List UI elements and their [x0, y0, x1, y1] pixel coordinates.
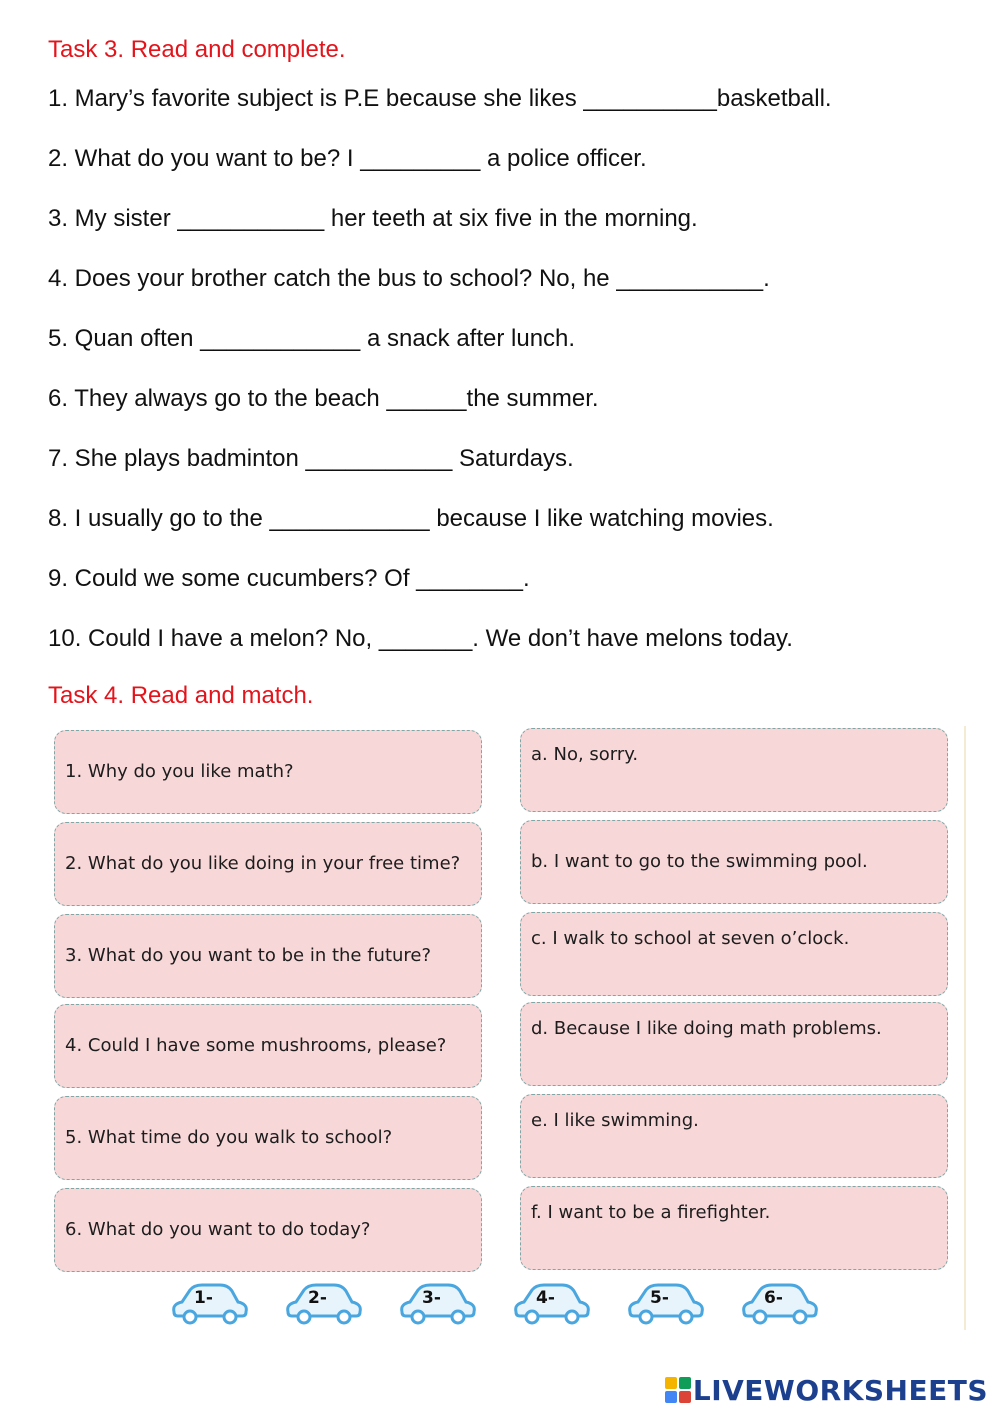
- answer-car-row: [168, 1282, 828, 1330]
- question-card-1: 1. Why do you like math?: [54, 730, 482, 814]
- answer-card-f: f. I want to be a firefighter.: [520, 1186, 948, 1270]
- sentence-5: 5. Quan often ____________ a snack after lunch.: [48, 325, 576, 352]
- answer-car-4[interactable]: [510, 1282, 592, 1326]
- car-label-6: 6-: [764, 1288, 783, 1308]
- answer-car-5[interactable]: [624, 1282, 706, 1326]
- answer-card-a: a. No, sorry.: [520, 728, 948, 812]
- sentence-6: 6. They always go to the beach ______the summer.: [48, 385, 599, 412]
- answer-card-c: c. I walk to school at seven o’clock.: [520, 912, 948, 996]
- car-label-3: 3-: [422, 1288, 441, 1308]
- answer-card-e: e. I like swimming.: [520, 1094, 948, 1178]
- car-label-4: 4-: [536, 1288, 555, 1308]
- sentence-1: 1. Mary’s favorite subject is P.E because she likes __________basketball.: [48, 85, 832, 112]
- sentence-8: 8. I usually go to the ____________ because I like watching movies.: [48, 505, 774, 532]
- sentence-10: 10. Could I have a melon? No, _______. We don’t have melons today.: [48, 625, 793, 652]
- car-label-1: 1-: [194, 1288, 213, 1308]
- sentence-9: 9. Could we some cucumbers? Of ________.: [48, 565, 530, 592]
- answer-car-3[interactable]: [396, 1282, 478, 1326]
- answer-car-2[interactable]: [282, 1282, 364, 1326]
- car-label-2: 2-: [308, 1288, 327, 1308]
- sentence-7: 7. She plays badminton ___________ Saturdays.: [48, 445, 574, 472]
- sentence-3: 3. My sister ___________ her teeth at six five in the morning.: [48, 205, 698, 232]
- task3-title: Task 3. Read and complete.: [48, 36, 346, 63]
- match-area: [48, 726, 966, 1330]
- question-card-3: 3. What do you want to be in the future?: [54, 914, 482, 998]
- liveworksheets-logo-icon: [665, 1377, 691, 1403]
- sentence-2: 2. What do you want to be? I _________ a police officer.: [48, 145, 647, 172]
- brand-name: LIVEWORKSHEETS: [692, 1373, 988, 1407]
- question-card-4: 4. Could I have some mushrooms, please?: [54, 1004, 482, 1088]
- car-label-5: 5-: [650, 1288, 669, 1308]
- sentence-4: 4. Does your brother catch the bus to school? No, he ___________.: [48, 265, 770, 292]
- answer-car-6[interactable]: [738, 1282, 820, 1326]
- answer-car-1[interactable]: [168, 1282, 250, 1326]
- question-card-2: 2. What do you like doing in your free time?: [54, 822, 482, 906]
- question-card-6: 6. What do you want to do today?: [54, 1188, 482, 1272]
- task4-title: Task 4. Read and match.: [48, 682, 314, 709]
- task3-sentence-list: [48, 82, 978, 682]
- brand-footer: [665, 1372, 988, 1408]
- answer-card-d: d. Because I like doing math problems.: [520, 1002, 948, 1086]
- answer-card-b: b. I want to go to the swimming pool.: [520, 820, 948, 904]
- question-card-5: 5. What time do you walk to school?: [54, 1096, 482, 1180]
